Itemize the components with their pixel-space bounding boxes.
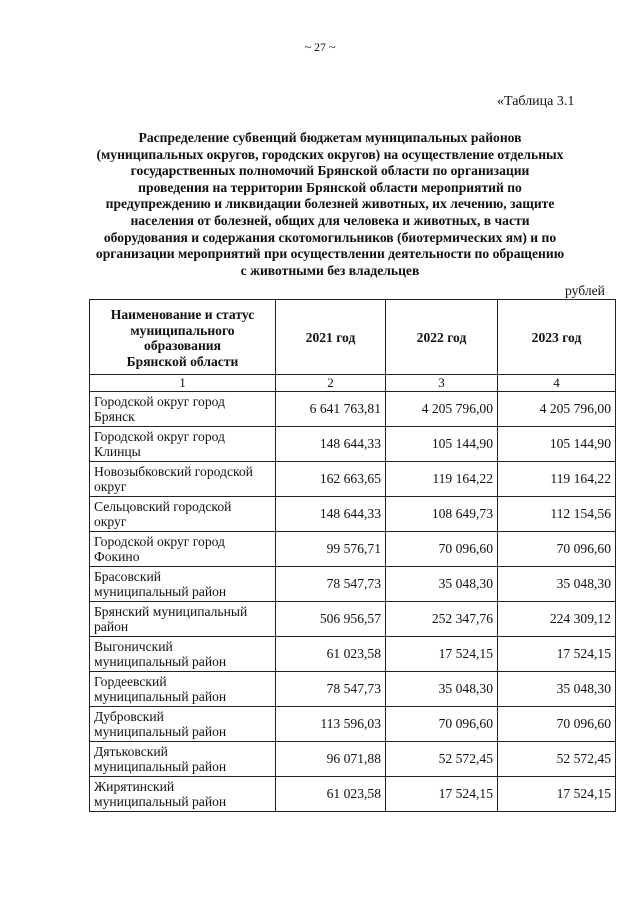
table-row <box>90 497 616 532</box>
municipality-name-line: Клинцы <box>94 444 141 459</box>
title-line: проведения на территории Брянской области мероприятий по <box>138 179 522 195</box>
header-year-2022: 2022 год <box>386 300 498 375</box>
amount-2023: 35 048,30 <box>498 672 616 707</box>
table-row <box>90 392 616 427</box>
subventions-table <box>89 299 616 812</box>
amount-2021: 61 023,58 <box>276 637 386 672</box>
table-header-row <box>90 300 616 375</box>
amount-2022: 4 205 796,00 <box>386 392 498 427</box>
amount-2021: 61 023,58 <box>276 777 386 812</box>
title-line: Распределение субвенций бюджетам муниципальных районов <box>138 130 522 145</box>
header-name-cell <box>90 300 276 375</box>
column-number: 4 <box>498 375 616 392</box>
amount-2023: 17 524,15 <box>498 637 616 672</box>
municipality-name <box>90 532 276 567</box>
municipality-name-line: муниципальный район <box>94 724 227 739</box>
municipality-name-line: Сельцовский городской <box>94 498 232 514</box>
municipality-name <box>90 427 276 462</box>
amount-2021: 78 547,73 <box>276 567 386 602</box>
municipality-name-line: Городской округ город <box>94 428 225 444</box>
municipality-name-line: Жирятинский <box>94 778 175 794</box>
header-name-line: Наименование и статус <box>110 307 255 322</box>
amount-2022: 52 572,45 <box>386 742 498 777</box>
amount-2022: 17 524,15 <box>386 777 498 812</box>
municipality-name-line: Брасовский <box>94 568 161 584</box>
amount-2022: 70 096,60 <box>386 532 498 567</box>
table-row <box>90 707 616 742</box>
amount-2022: 35 048,30 <box>386 567 498 602</box>
municipality-name-line: район <box>94 619 129 634</box>
page-number: ~ 27 ~ <box>304 40 336 54</box>
amount-2021: 78 547,73 <box>276 672 386 707</box>
amount-2022: 252 347,76 <box>386 602 498 637</box>
table-row <box>90 567 616 602</box>
amount-2023: 52 572,45 <box>498 742 616 777</box>
amount-2021: 148 644,33 <box>276 427 386 462</box>
municipality-name-line: округ <box>94 479 127 494</box>
municipality-name-line: Гордеевский <box>94 673 167 689</box>
column-number: 1 <box>90 375 276 392</box>
municipality-name <box>90 392 276 427</box>
amount-2021: 162 663,65 <box>276 462 386 497</box>
amount-2021: 6 641 763,81 <box>276 392 386 427</box>
title-line: государственных полномочий Брянской области по организации <box>130 163 530 179</box>
amount-2021: 96 071,88 <box>276 742 386 777</box>
table-row <box>90 602 616 637</box>
units-label: рублей <box>565 283 605 298</box>
municipality-name-line: Новозыбковский городской <box>94 463 253 479</box>
amount-2022: 105 144,90 <box>386 427 498 462</box>
amount-2021: 99 576,71 <box>276 532 386 567</box>
column-number-row <box>90 375 616 392</box>
table-reference: «Таблица 3.1 <box>497 94 575 109</box>
municipality-name-line: Городской округ город <box>94 533 225 549</box>
municipality-name-line: Дубровский <box>94 708 164 724</box>
municipality-name-line: округ <box>94 514 127 529</box>
header-name-line: Брянской области <box>126 353 239 369</box>
municipality-name-line: Брянский муниципальный <box>94 603 248 619</box>
amount-2022: 119 164,22 <box>386 462 498 497</box>
table-row <box>90 427 616 462</box>
municipality-name-line: муниципальный район <box>94 654 227 669</box>
document-title <box>60 130 600 279</box>
amount-2022: 17 524,15 <box>386 637 498 672</box>
title-line: оборудования и содержания скотомогильников (биотермических ям) и по <box>103 229 557 245</box>
title-line: организации мероприятий при осуществлении деятельности по обращению <box>95 246 565 262</box>
municipality-name <box>90 637 276 672</box>
municipality-name-line: муниципальный район <box>94 759 227 774</box>
municipality-name <box>90 567 276 602</box>
amount-2023: 4 205 796,00 <box>498 392 616 427</box>
header-name-line: образования <box>144 338 221 353</box>
table-row <box>90 532 616 567</box>
title-line: с животными без владельцев <box>240 262 420 278</box>
municipality-name <box>90 777 276 812</box>
municipality-name-line: Городской округ город <box>94 393 225 409</box>
title-line: предупреждению и ликвидации болезней животных, их лечению, защите <box>105 196 555 212</box>
municipality-name-line: Фокино <box>94 549 140 564</box>
municipality-name <box>90 707 276 742</box>
municipality-name-line: муниципальный район <box>94 794 227 809</box>
amount-2021: 506 956,57 <box>276 602 386 637</box>
table-row <box>90 462 616 497</box>
amount-2023: 70 096,60 <box>498 532 616 567</box>
amount-2023: 119 164,22 <box>498 462 616 497</box>
amount-2023: 35 048,30 <box>498 567 616 602</box>
municipality-name <box>90 497 276 532</box>
header-year-2021: 2021 год <box>276 300 386 375</box>
table-row <box>90 777 616 812</box>
amount-2023: 70 096,60 <box>498 707 616 742</box>
municipality-name <box>90 602 276 637</box>
title-line: (муниципальных округов, городских округов) на осуществление отдельных <box>96 146 564 162</box>
municipality-name-line: муниципальный район <box>94 689 227 704</box>
amount-2023: 224 309,12 <box>498 602 616 637</box>
municipality-name <box>90 462 276 497</box>
amount-2022: 35 048,30 <box>386 672 498 707</box>
amount-2023: 17 524,15 <box>498 777 616 812</box>
title-line: населения от болезней, общих для человека и животных, в части <box>130 212 530 228</box>
municipality-name-line: муниципальный район <box>94 584 227 599</box>
municipality-name <box>90 672 276 707</box>
municipality-name-line: Дятьковский <box>94 743 168 759</box>
amount-2021: 113 596,03 <box>276 707 386 742</box>
column-number: 3 <box>386 375 498 392</box>
municipality-name-line: Брянск <box>94 409 135 424</box>
table-row <box>90 672 616 707</box>
municipality-name-line: Выгоничский <box>94 638 173 654</box>
amount-2023: 112 154,56 <box>498 497 616 532</box>
header-name-line: муниципального <box>130 322 235 338</box>
amount-2022: 70 096,60 <box>386 707 498 742</box>
header-year-2023: 2023 год <box>498 300 616 375</box>
table-row <box>90 742 616 777</box>
amount-2023: 105 144,90 <box>498 427 616 462</box>
table-row <box>90 637 616 672</box>
column-number: 2 <box>276 375 386 392</box>
municipality-name <box>90 742 276 777</box>
amount-2022: 108 649,73 <box>386 497 498 532</box>
amount-2021: 148 644,33 <box>276 497 386 532</box>
